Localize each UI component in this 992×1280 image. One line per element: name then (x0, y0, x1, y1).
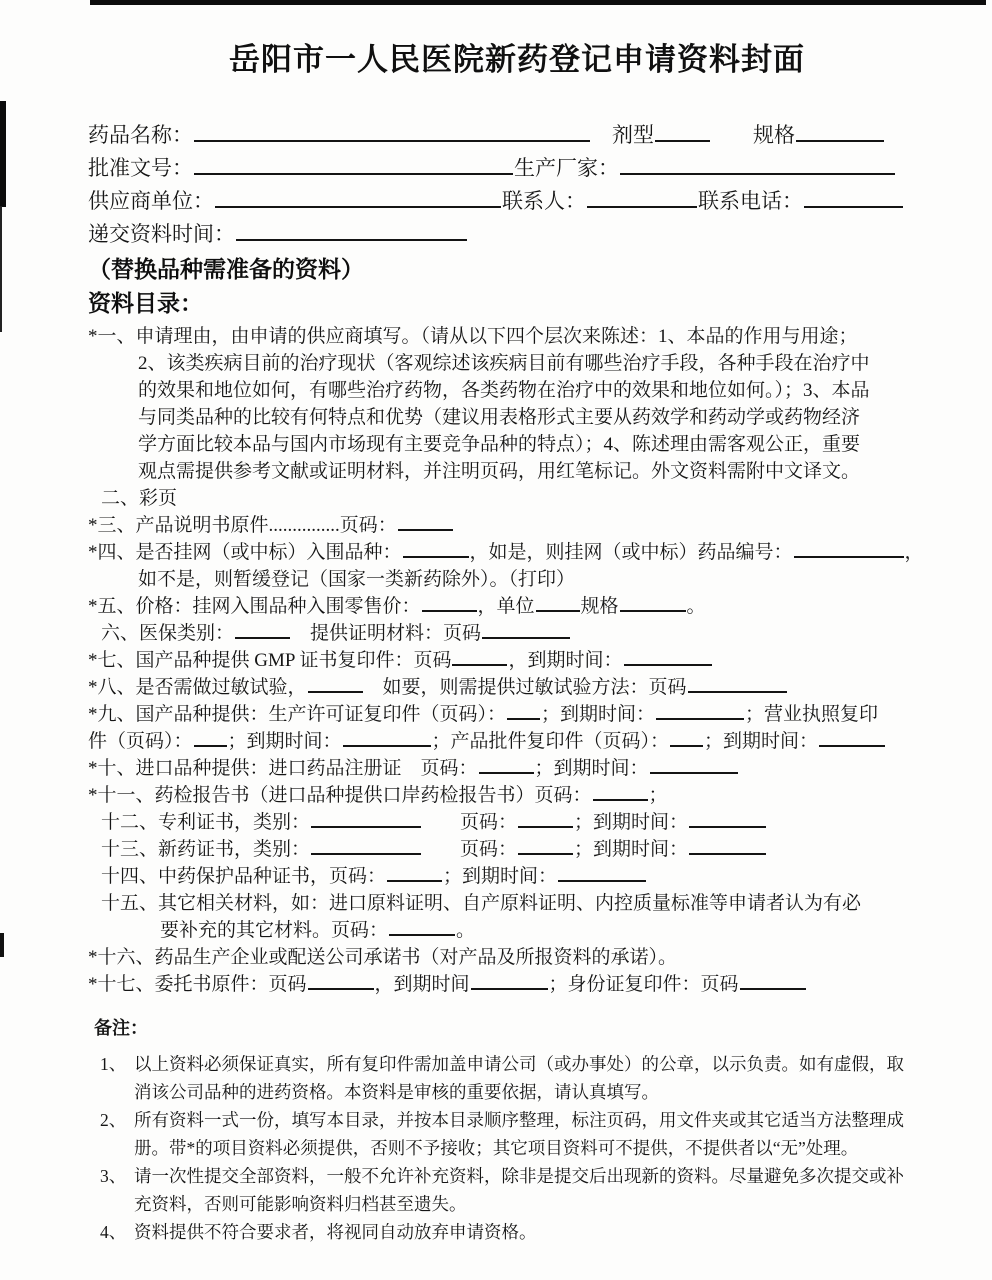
blank-fill-line (689, 837, 766, 855)
note-number: 2、 (100, 1110, 127, 1130)
note-number: 3、 (100, 1166, 127, 1186)
blank-fill-line (558, 864, 646, 882)
field-row-supplier-contact-phone: 供应商单位： 联系人： 联系电话： (88, 185, 946, 218)
catalog-item-12: 十二、专利证书，类别： 页码： ；到期时间： (88, 809, 946, 836)
catalog-item-14: 十四、中药保护品种证书，页码： ；到期时间： (88, 863, 946, 890)
blank-fill-line (507, 702, 540, 720)
note-item-3 (100, 1162, 946, 1218)
blank-fill-line (308, 675, 363, 693)
blank-fill-line (796, 123, 884, 142)
catalog-item-1: *一、申请理由，由申请的供应商填写。（请从以下四个层次来陈述：1、本品的作用与用途； (88, 326, 858, 347)
note-text: 请一次性提交全部资料，一般不允许补充资料，除非是提交后出现新的资料。尽量避免多次提交或补 (134, 1166, 904, 1186)
blank-fill-line (479, 756, 534, 774)
notes-list (88, 1050, 946, 1246)
catalog-item-5: *五、价格：挂网入围品种入围零售价： ，单位 规格 。 (88, 596, 706, 617)
catalog-title: 资料目录： (88, 290, 203, 316)
blank-fill-line (670, 729, 703, 747)
blank-fill-line (389, 918, 455, 936)
catalog-item-9-cont: 件（页码）： ；到期时间： ；产品批件复印件（页码）： ；到期时间： (88, 728, 946, 755)
catalog-item-8: *八、是否需做过敏试验， 如要，则需提供过敏试验方法：页码 (88, 674, 946, 701)
catalog-item-7: *七、国产品种提供 GMP 证书复印件：页码 ，到期时间： (88, 647, 946, 674)
catalog-item-6: 六、医保类别： 提供证明材料：页码 (88, 620, 946, 647)
blank-fill-line (452, 648, 507, 666)
notes-title: 备注： (94, 1018, 148, 1038)
replacement-variety-note: （替换品种需准备的资料） (88, 256, 364, 282)
blank-fill-line (587, 189, 697, 208)
blank-fill-line (656, 702, 744, 720)
catalog-item-17: *十七、委托书原件：页码 ，到期时间 ；身份证复印件：页码 (88, 971, 946, 998)
catalog-item-2: 二、彩页 (101, 488, 178, 509)
blank-fill-line (311, 810, 421, 828)
catalog-item-1-cont: 2、该类疾病目前的治疗现状（客观综述该疾病目前有哪些治疗手段，各种手段在治疗中 (138, 353, 870, 374)
blank-fill-line (398, 513, 453, 531)
note-text: 以上资料必须保证真实，所有复印件需加盖申请公司（或办事处）的公章，以示负责。如有虚假，取 (134, 1054, 904, 1074)
field-row-approval-number-manufacturer: 批准文号： 生产厂家： (88, 152, 946, 185)
blank-fill-line (518, 810, 573, 828)
catalog-item-9: *九、国产品种提供：生产许可证复印件（页码）： ；到期时间： ；营业执照复印 (88, 704, 879, 725)
blank-fill-line (403, 540, 469, 558)
blank-fill-line (471, 972, 548, 990)
page-title: 岳阳市一人民医院新药登记申请资料封面 (229, 42, 805, 77)
blank-fill-line (311, 837, 421, 855)
note-text: 册。带*的项目资料必须提供，否则不予接收；其它项目资料可不提供，不提供者以“无”处理。 (134, 1138, 859, 1158)
field-row-drug-name-dosage-spec: 药品名称： 剂型 规格 (88, 119, 946, 152)
blank-fill-line (740, 972, 806, 990)
catalog-list (88, 323, 946, 998)
blank-fill-line (593, 783, 648, 801)
field-row-submission-time: 递交资料时间： (88, 218, 946, 251)
catalog-item-1-cont: 观点需提供参考文献或证明材料，并注明页码，用红笔标记。外文资料需附中文译文。 (138, 461, 861, 482)
blank-fill-line (804, 189, 903, 208)
blank-fill-line (655, 123, 710, 142)
note-text: 消该公司品种的进药资格。本资料是审核的重要依据，请认真填写。 (134, 1082, 659, 1102)
blank-fill-line (518, 837, 573, 855)
blank-fill-line (194, 729, 227, 747)
blank-fill-line (624, 648, 712, 666)
header-fields (88, 119, 946, 251)
blank-fill-line (194, 156, 513, 175)
catalog-item-4: *四、是否挂网（或中标）入围品种： ，如是，则挂网（或中标）药品编号： ， (88, 542, 924, 563)
blank-fill-line (387, 864, 442, 882)
blank-fill-line (308, 972, 374, 990)
catalog-item-4-cont: 如不是，则暂缓登记（国家一类新药除外）。（打印） (138, 569, 576, 590)
blank-fill-line (819, 729, 885, 747)
note-item-4 (100, 1218, 946, 1246)
blank-fill-line (194, 123, 590, 142)
blank-fill-line (689, 810, 766, 828)
catalog-item-1-cont: 的效果和地位如何，有哪些治疗药物，各类药物在治疗中的效果和地位如何。）；3、本品 (138, 380, 870, 401)
note-text: 资料提供不符合要求者，将视同自动放弃申请资格。 (134, 1222, 537, 1242)
catalog-item-10: *十、进口品种提供：进口药品注册证 页码： ；到期时间： (88, 755, 946, 782)
note-number: 4、 (100, 1222, 127, 1242)
blank-fill-line (620, 594, 686, 612)
blank-fill-line (620, 156, 895, 175)
catalog-item-13: 十三、新药证书，类别： 页码： ；到期时间： (88, 836, 946, 863)
note-item-1 (100, 1050, 946, 1106)
note-text: 所有资料一式一份，填写本目录，并按本目录顺序整理，标注页码，用文件夹或其它适当方法整理成 (134, 1110, 904, 1130)
catalog-item-15: 十五、其它相关材料，如：进口原料证明、自产原料证明、内控质量标准等申请者认为有必 (101, 893, 862, 914)
blank-fill-line (215, 189, 501, 208)
catalog-item-15-cont: 要补充的其它材料。页码： 。 (160, 920, 476, 941)
blank-fill-line (794, 540, 904, 558)
note-item-2 (100, 1106, 946, 1162)
note-text: 充资料，否则可能影响资料归档甚至遗失。 (134, 1194, 467, 1214)
blank-fill-line (650, 756, 738, 774)
blank-fill-line (343, 729, 431, 747)
blank-fill-line (536, 594, 580, 612)
note-number: 1、 (100, 1054, 127, 1074)
catalog-item-1-cont: 与同类品种的比较有何特点和优势（建议用表格形式主要从药效学和药动学或药物经济 (138, 407, 861, 428)
catalog-item-3: *三、产品说明书原件...............页码： (88, 512, 946, 539)
catalog-item-11: *十一、药检报告书（进口品种提供口岸药检报告书）页码： ； (88, 785, 668, 806)
blank-fill-line (235, 621, 290, 639)
blank-fill-line (688, 675, 787, 693)
catalog-item-16: *十六、药品生产企业或配送公司承诺书（对产品及所报资料的承诺）。 (88, 947, 678, 968)
blank-fill-line (236, 222, 467, 241)
blank-fill-line (422, 594, 477, 612)
catalog-item-1-cont: 学方面比较本品与国内市场现有主要竞争品种的特点）；4、陈述理由需客观公正，重要 (138, 434, 861, 455)
blank-fill-line (482, 621, 570, 639)
